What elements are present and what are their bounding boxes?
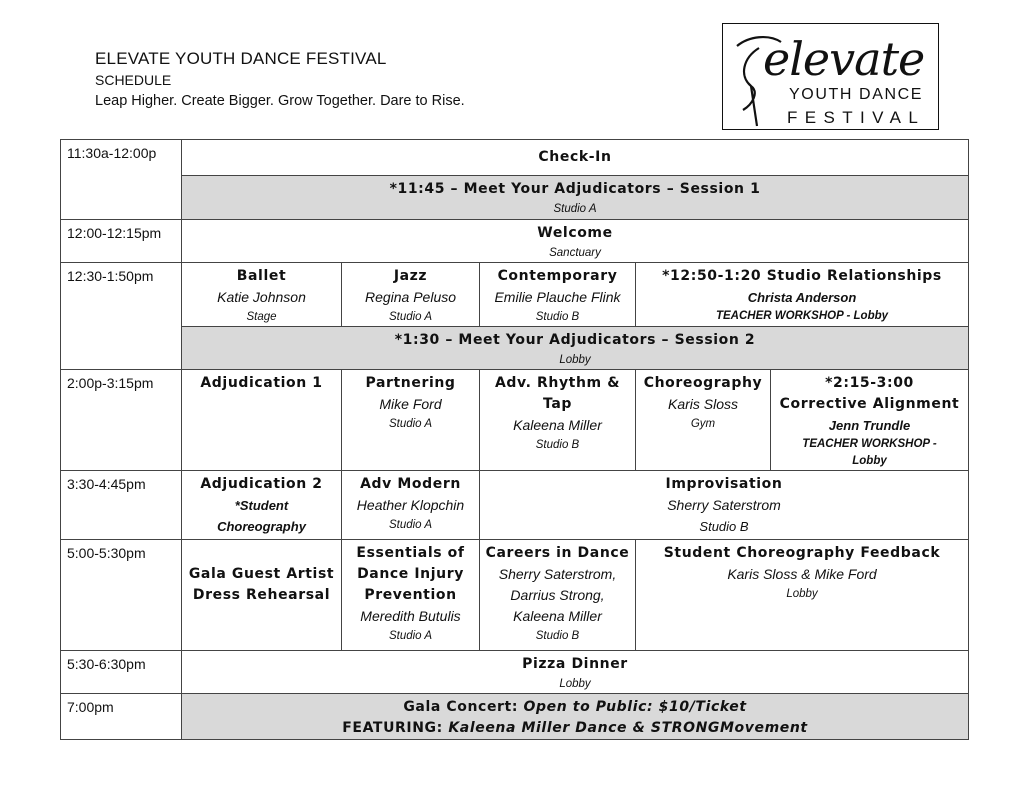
- event-title: Ballet: [236, 268, 287, 284]
- event-instructor: Kaleena Miller: [513, 608, 602, 624]
- event-title: Check-In: [538, 149, 612, 165]
- event-cell: [480, 471, 969, 540]
- event-location: Studio A: [388, 630, 433, 642]
- event-instructor: Heather Klopchin: [356, 497, 465, 513]
- event-note: Choreography: [217, 519, 306, 534]
- event-cell: [182, 694, 969, 740]
- event-cell: [771, 370, 969, 471]
- event-cell: [182, 140, 969, 176]
- event-location: Studio B: [535, 439, 580, 451]
- table-row: [61, 220, 969, 263]
- event-cell: [636, 370, 771, 471]
- table-row: [61, 140, 969, 176]
- featuring-detail: Kaleena Miller Dance & STRONGMovement: [448, 720, 808, 736]
- event-cell: [342, 263, 480, 327]
- event-cell: [182, 370, 342, 471]
- event-cell: [182, 176, 969, 220]
- tagline: Leap Higher. Create Bigger. Grow Together. Dare to Rise.: [95, 93, 465, 109]
- gala-detail: Open to Public: $10/Ticket: [523, 699, 747, 715]
- event-title: Adjudication 1: [200, 375, 323, 391]
- event-title: Choreography: [643, 375, 763, 391]
- event-location: TEACHER WORKSHOP - Lobby: [715, 310, 889, 322]
- event-instructor: Meredith Butulis: [360, 608, 461, 624]
- event-location: Studio A: [388, 519, 433, 531]
- event-cell: [182, 651, 969, 694]
- event-title: Gala Guest Artist: [188, 566, 335, 582]
- event-location: Stage: [246, 311, 277, 323]
- event-cell: [480, 540, 636, 651]
- schedule-table: [60, 139, 969, 740]
- event-instructor: Jenn Trundle: [828, 418, 911, 433]
- logo-youth-dance: YOUTH DANCE: [789, 86, 924, 103]
- event-cell: [480, 370, 636, 471]
- event-title: Jazz: [393, 268, 428, 284]
- event-title: Careers in Dance: [485, 545, 630, 561]
- event-title: Student Choreography Feedback: [663, 545, 941, 561]
- event-title: Improvisation: [665, 476, 783, 492]
- event-location: Studio A: [388, 418, 433, 430]
- event-instructor: Karis Sloss & Mike Ford: [727, 566, 877, 582]
- event-title: *12:50-1:20 Studio Relationships: [662, 268, 942, 284]
- event-title: Adjudication 2: [200, 476, 323, 492]
- schedule-subtitle: SCHEDULE: [95, 72, 172, 88]
- event-cell: [182, 540, 342, 651]
- event-instructor: Sherry Saterstrom,: [498, 566, 617, 582]
- event-title: Pizza Dinner: [522, 656, 628, 672]
- time-cell: 3:30-4:45pm: [61, 471, 182, 540]
- event-title: Adv. Rhythm &: [494, 375, 621, 391]
- event-location: Studio B: [535, 311, 580, 323]
- event-cell: [342, 370, 480, 471]
- event-cell: [342, 471, 480, 540]
- logo-script: elevate: [763, 32, 925, 86]
- time-cell: 5:30-6:30pm: [61, 651, 182, 694]
- event-instructor: Christa Anderson: [747, 290, 857, 305]
- event-title: Contemporary: [497, 268, 618, 284]
- table-row: [61, 540, 969, 651]
- event-cell: [480, 263, 636, 327]
- table-row: [61, 327, 969, 370]
- event-cell: [636, 263, 969, 327]
- table-row: [61, 651, 969, 694]
- event-location: Studio A: [388, 311, 433, 323]
- festival-title: ELEVATE YOUTH DANCE FESTIVAL: [95, 49, 387, 68]
- event-cell: [342, 540, 480, 651]
- event-location: Sanctuary: [549, 247, 601, 259]
- event-location: Studio B: [535, 630, 580, 642]
- page-header: [95, 48, 465, 112]
- event-title: *1:30 – Meet Your Adjudicators – Session 2: [394, 332, 756, 348]
- table-row: [61, 471, 969, 540]
- table-row: [61, 370, 969, 471]
- event-location: Studio B: [699, 519, 749, 534]
- event-note: *Student: [234, 498, 289, 513]
- table-row: [61, 694, 969, 740]
- event-title: Dance Injury: [357, 566, 464, 582]
- gala-line-1: [182, 697, 968, 718]
- event-instructor: Kaleena Miller: [513, 417, 602, 433]
- event-title: Tap: [542, 396, 572, 412]
- event-location: Lobby: [786, 588, 818, 600]
- event-location: Lobby: [852, 455, 887, 467]
- event-location: TEACHER WORKSHOP -: [802, 438, 937, 450]
- event-title: Corrective Alignment: [779, 396, 960, 412]
- time-cell: 7:00pm: [61, 694, 182, 740]
- event-location: Studio A: [553, 203, 597, 215]
- event-cell: [182, 263, 342, 327]
- time-cell: 12:30-1:50pm: [61, 263, 182, 370]
- event-title: Dress Rehearsal: [192, 587, 331, 603]
- event-title: Welcome: [537, 225, 613, 241]
- time-cell: 11:30a-12:00p: [61, 140, 182, 220]
- event-instructor: Mike Ford: [379, 396, 442, 412]
- featuring-label: FEATURING:: [342, 720, 449, 736]
- event-instructor: Karis Sloss: [667, 396, 739, 412]
- table-row: [61, 263, 969, 327]
- table-row: [61, 176, 969, 220]
- event-cell: [636, 540, 969, 651]
- event-title: Essentials of: [356, 545, 465, 561]
- event-instructor: Darrius Strong,: [510, 587, 605, 603]
- event-location: Lobby: [559, 354, 591, 366]
- time-cell: 5:00-5:30pm: [61, 540, 182, 651]
- event-instructor: Katie Johnson: [217, 289, 306, 305]
- event-title: *11:45 – Meet Your Adjudicators – Session 1: [389, 181, 761, 197]
- event-cell: [182, 220, 969, 263]
- gala-label: Gala Concert:: [403, 699, 524, 715]
- event-instructor: Sherry Saterstrom: [667, 497, 781, 513]
- logo-festival: FESTIVAL: [787, 108, 926, 127]
- elevate-logo: [722, 23, 939, 130]
- event-location: Gym: [690, 418, 716, 430]
- event-title: Adv Modern: [360, 476, 461, 492]
- event-cell: [182, 327, 969, 370]
- time-cell: 12:00-12:15pm: [61, 220, 182, 263]
- event-instructor: Emilie Plauche Flink: [494, 289, 621, 305]
- time-cell: 2:00p-3:15pm: [61, 370, 182, 471]
- event-title: Prevention: [364, 587, 457, 603]
- event-cell: [182, 471, 342, 540]
- event-title: Partnering: [365, 375, 456, 391]
- gala-line-2: [182, 718, 968, 739]
- event-location: Lobby: [559, 678, 591, 690]
- event-instructor: Regina Peluso: [364, 289, 457, 305]
- event-title: *2:15-3:00: [825, 375, 914, 391]
